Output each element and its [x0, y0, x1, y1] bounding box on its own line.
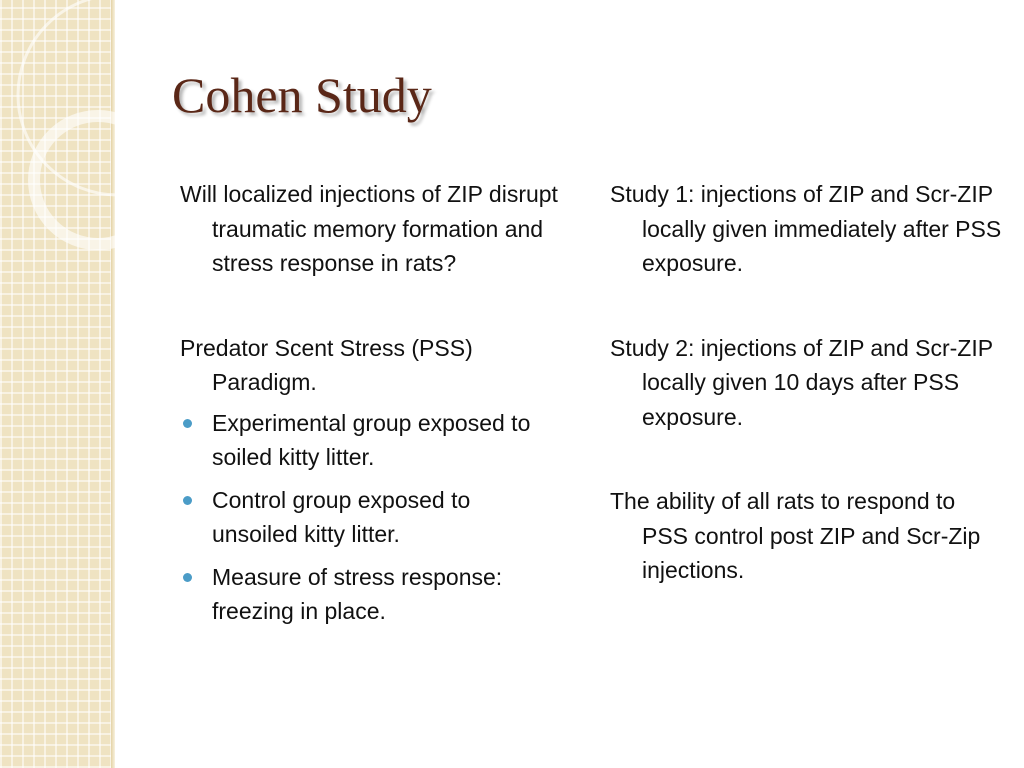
bullet-item — [180, 483, 560, 552]
study-2-description: Study 2: injections of ZIP and Scr-ZIP locally given 10 days after PSS exposure. — [610, 334, 993, 430]
bullet-item — [180, 406, 560, 475]
bullet-dot-icon — [183, 573, 192, 582]
bullet-text: Experimental group exposed to soiled kitty litter. — [212, 409, 531, 470]
slide-title: Cohen Study — [172, 67, 432, 123]
bullet-item — [180, 560, 560, 629]
decorative-sidebar — [0, 0, 111, 768]
bullet-text: Measure of stress response: freezing in place. — [212, 563, 503, 624]
paradigm-bullet-list — [180, 406, 560, 629]
bullet-dot-icon — [183, 496, 192, 505]
left-column — [180, 177, 560, 637]
study-1-description: Study 1: injections of ZIP and Scr-ZIP locally given immediately after PSS exposure. — [610, 181, 1002, 276]
bullet-dot-icon — [183, 419, 192, 428]
right-column — [610, 177, 1005, 638]
sidebar-edge — [111, 0, 115, 768]
bullet-text: Control group exposed to unsoiled kitty litter. — [212, 486, 471, 547]
paradigm-heading: Predator Scent Stress (PSS) Paradigm. — [180, 334, 473, 395]
research-question: Will localized injections of ZIP disrupt traumatic memory formation and stress response in rats? — [180, 181, 558, 276]
control-description: The ability of all rats to respond to PSS control post ZIP and Scr-Zip injections. — [610, 488, 981, 583]
